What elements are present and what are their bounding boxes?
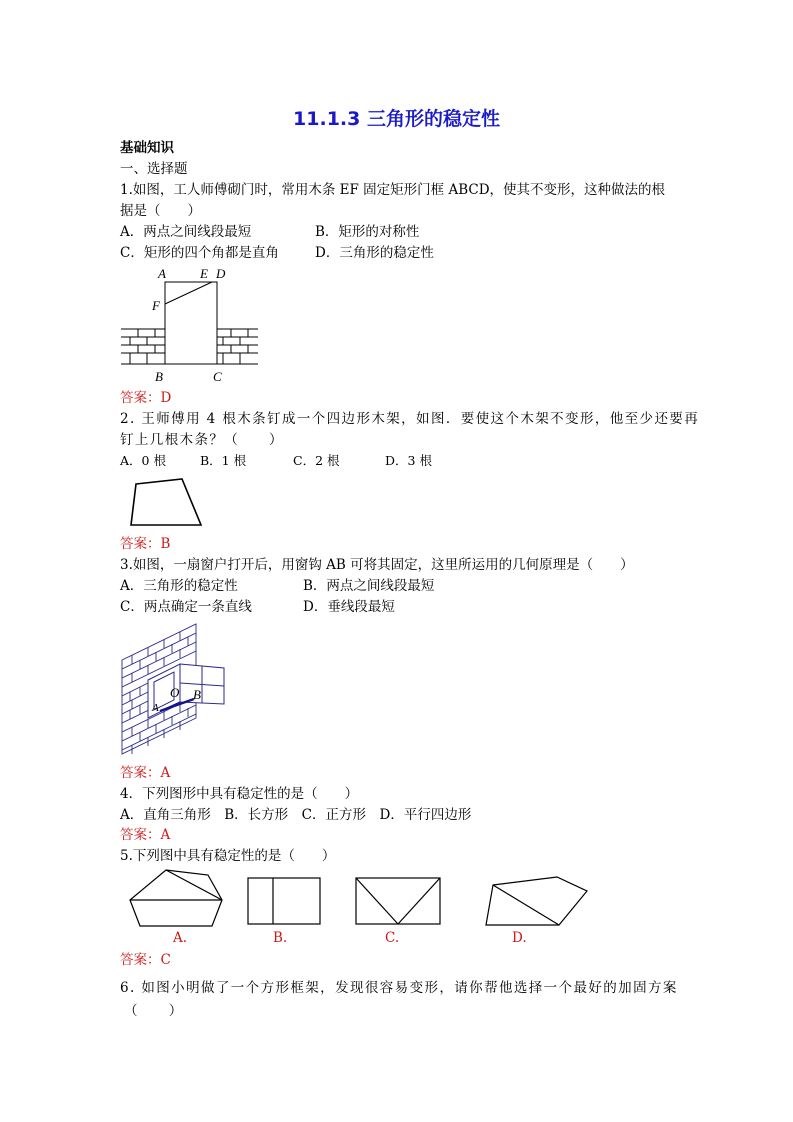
q1-text-line1: 1.如图，工人师傅砌门时，常用木条 EF 固定矩形门框 ABCD，使其不变形，这种做法的根 bbox=[120, 182, 666, 198]
q4-options: A．直角三角形 B．长方形 C．正方形 D．平行四边形 bbox=[120, 807, 472, 823]
q5-answer: 答案：C bbox=[120, 952, 171, 968]
q2-text-line1: 2. 王师傅用 4 根木条钉成一个四边形木架，如图．要使这个木架不变形，他至少还要再 bbox=[120, 411, 700, 427]
q2-answer: 答案：B bbox=[120, 536, 171, 552]
q3-option-d: D．垂线段最短 bbox=[303, 599, 395, 615]
q1-label-d: D bbox=[216, 266, 226, 281]
q5-text-line1: 5.下列图中具有稳定性的是（ ） bbox=[120, 848, 336, 864]
q4-answer: 答案：A bbox=[120, 827, 171, 843]
q1-option-c: C．矩形的四个角都是直角 bbox=[120, 245, 279, 261]
q2-quadrilateral-figure bbox=[125, 476, 207, 530]
q3-label-b: B bbox=[193, 687, 201, 702]
q2-option-c: C．2 根 bbox=[293, 453, 340, 468]
q1-option-b: B．矩形的对称性 bbox=[315, 224, 420, 240]
q3-label-o: O bbox=[170, 685, 180, 700]
q1-label-c: C bbox=[213, 369, 222, 384]
q3-answer: 答案：A bbox=[120, 765, 171, 781]
q5-label-a: A. bbox=[173, 930, 188, 946]
q1-label-a: A bbox=[158, 266, 166, 281]
q5-label-b: B. bbox=[273, 930, 288, 946]
q1-label-e: E bbox=[200, 266, 208, 281]
q5-figure-d bbox=[483, 873, 589, 927]
q1-text-line2: 据是（ ） bbox=[120, 203, 201, 219]
q2-option-b: B．1 根 bbox=[200, 453, 247, 468]
q1-door-figure bbox=[118, 265, 263, 387]
q1-answer: 答案：D bbox=[120, 390, 172, 406]
q5-figure-a bbox=[128, 868, 224, 928]
q6-text-line2: （ ） bbox=[124, 1003, 184, 1019]
q2-option-a: A．0 根 bbox=[120, 453, 166, 468]
q5-label-c: C. bbox=[385, 930, 400, 946]
q3-window-figure bbox=[118, 622, 230, 756]
q3-text-line1: 3.如图，一扇窗户打开后，用窗钩 AB 可将其固定，这里所运用的几何原理是（ ） bbox=[120, 557, 634, 573]
q3-option-a: A．三角形的稳定性 bbox=[120, 578, 238, 594]
q6-text-line1: 6. 如图小明做了一个方形框架，发现很容易变形，请你帮他选择一个最好的加固方案 bbox=[120, 980, 678, 996]
q1-label-f: F bbox=[152, 298, 160, 313]
q3-option-b: B．两点之间线段最短 bbox=[303, 578, 435, 594]
q5-label-d: D. bbox=[512, 930, 527, 946]
q1-option-a: A．两点之间线段最短 bbox=[120, 224, 252, 240]
part-heading: 一、选择题 bbox=[120, 161, 188, 177]
q5-figure-b bbox=[246, 876, 322, 926]
q1-label-b: B bbox=[155, 369, 163, 384]
q2-text-line2: 钉上几根木条？（ ） bbox=[120, 432, 284, 448]
q3-option-c: C．两点确定一条直线 bbox=[120, 599, 252, 615]
page-title: 11.1.3 三角形的稳定性 bbox=[293, 108, 500, 130]
q5-figure-c bbox=[354, 876, 442, 926]
q2-option-d: D．3 根 bbox=[385, 453, 432, 468]
section-heading: 基础知识 bbox=[120, 140, 174, 156]
q4-text-line1: 4．下列图形中具有稳定性的是（ ） bbox=[120, 786, 359, 802]
q1-option-d: D．三角形的稳定性 bbox=[315, 245, 434, 261]
q3-label-a: A bbox=[152, 702, 159, 714]
